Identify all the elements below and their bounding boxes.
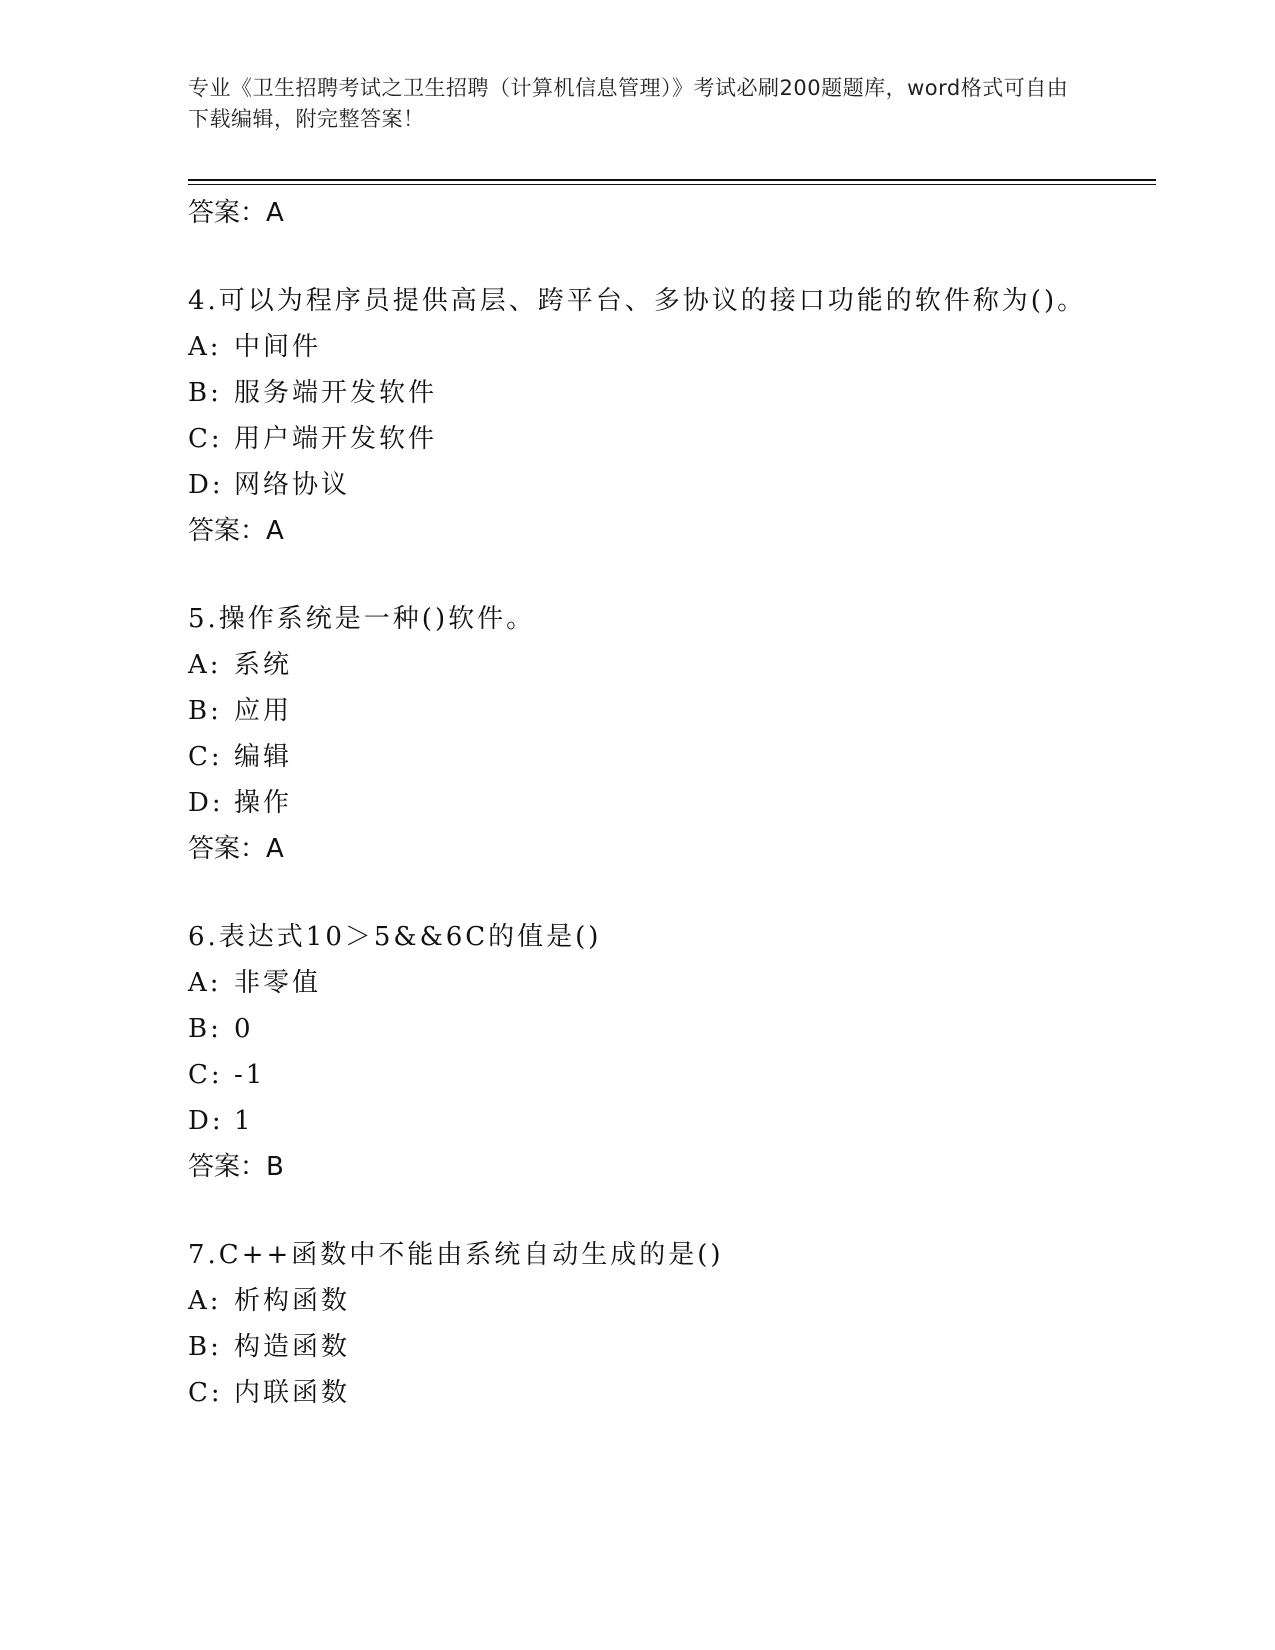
question-stem: 4.可以为程序员提供高层、跨平台、多协议的接口功能的软件称为()。 — [188, 286, 1087, 316]
answer-option — [188, 780, 1148, 826]
question-block — [188, 1232, 1148, 1416]
question-list — [188, 190, 1148, 1416]
option-text: 编辑 — [234, 742, 293, 772]
answer-option — [188, 462, 1148, 508]
answer-line — [188, 508, 1148, 554]
answer-label: 答案： — [188, 516, 267, 546]
question-block — [188, 914, 1148, 1190]
answer-option — [188, 642, 1148, 688]
question-gap — [188, 872, 1148, 914]
option-letter: C: — [188, 424, 223, 454]
option-text: 系统 — [234, 650, 293, 680]
answer-option — [188, 324, 1148, 370]
option-text: 非零值 — [234, 968, 322, 998]
answer-value: A — [266, 834, 284, 864]
question-gap — [188, 554, 1148, 596]
option-letter: A: — [188, 968, 222, 998]
answer-label: 答案： — [188, 1152, 267, 1182]
option-letter: B: — [188, 1014, 222, 1044]
question-block — [188, 596, 1148, 872]
question-block — [188, 278, 1148, 554]
question-stem: 7.C++函数中不能由系统自动生成的是() — [188, 1240, 724, 1270]
answer-option — [188, 416, 1148, 462]
option-letter: D: — [188, 470, 224, 500]
option-letter: A: — [188, 1286, 222, 1316]
answer-option — [188, 960, 1148, 1006]
answer-option — [188, 370, 1148, 416]
answer-line — [188, 1144, 1148, 1190]
answer-label: 答案： — [188, 198, 267, 228]
answer-line — [188, 826, 1148, 872]
header-rule-thin — [188, 184, 1156, 185]
answer-option — [188, 1324, 1148, 1370]
answer-value: B — [266, 1152, 284, 1182]
option-letter: C: — [188, 742, 223, 772]
option-text: 构造函数 — [234, 1332, 351, 1362]
question-gap — [188, 1190, 1148, 1232]
option-letter: A: — [188, 650, 222, 680]
option-text: 1 — [234, 1106, 254, 1136]
option-text: 应用 — [234, 696, 293, 726]
answer-value: A — [266, 198, 284, 228]
header-rule-thick — [188, 179, 1156, 181]
option-text: 用户端开发软件 — [234, 424, 438, 454]
option-letter: B: — [188, 378, 222, 408]
question-gap — [188, 236, 1148, 278]
option-letter: A: — [188, 332, 222, 362]
option-letter: D: — [188, 1106, 224, 1136]
option-letter: C: — [188, 1378, 223, 1408]
option-text: 操作 — [234, 788, 293, 818]
option-text: 网络协议 — [234, 470, 351, 500]
question-stem: 6.表达式10＞5&&6C的值是() — [188, 922, 602, 952]
answer-option — [188, 1370, 1148, 1416]
page-header: 专业《卫生招聘考试之卫生招聘（计算机信息管理）》考试必刷200题题库，word格式可自由下载编辑，附完整答案！ — [188, 76, 1069, 131]
answer-option — [188, 734, 1148, 780]
option-text: 内联函数 — [234, 1378, 351, 1408]
option-text: 析构函数 — [234, 1286, 351, 1316]
option-letter: B: — [188, 1332, 222, 1362]
answer-option — [188, 1278, 1148, 1324]
option-text: -1 — [234, 1060, 266, 1090]
option-letter: C: — [188, 1060, 223, 1090]
option-letter: D: — [188, 788, 224, 818]
question-stem: 5.操作系统是一种()软件。 — [188, 604, 536, 634]
option-text: 0 — [234, 1014, 254, 1044]
answer-option — [188, 1098, 1148, 1144]
answer-value: A — [266, 516, 284, 546]
option-letter: B: — [188, 696, 222, 726]
answer-line — [188, 190, 1148, 236]
option-text: 服务端开发软件 — [234, 378, 438, 408]
option-text: 中间件 — [234, 332, 322, 362]
answer-option — [188, 688, 1148, 734]
answer-option — [188, 1052, 1148, 1098]
answer-option — [188, 1006, 1148, 1052]
answer-label: 答案： — [188, 834, 267, 864]
